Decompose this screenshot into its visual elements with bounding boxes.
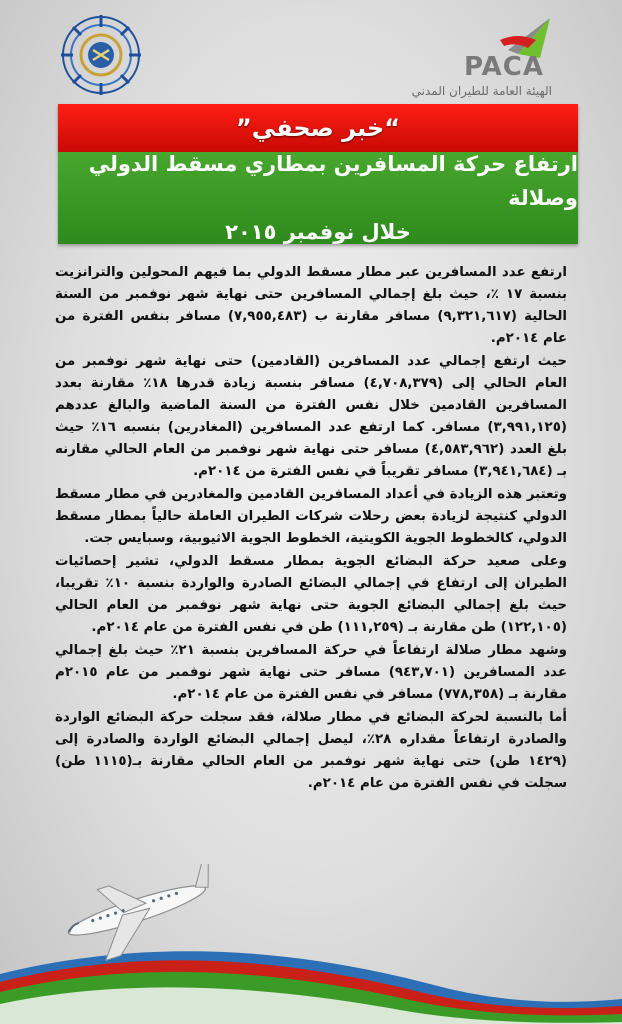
paca-subtitle: الهيئة العامة للطيران المدني: [411, 84, 552, 98]
paragraph: وعلى صعيد حركة البضائع الجوية بمطار مسقط الدولي، تشير إحصائيات الطيران إلى ارتفاع في إجمالي البضائع الصادرة والواردة بنسبة ١٠٪ تقريبا، حيث بلغ إجمالي البضائع الجوية حتى نهاية شهر نوفمبر من العام الحالي (١٢٢,١٠٥) طن مقارنة بـ (١١١,٢٥٩) طن في نفس الفترة من عام ٢٠١٤م.: [55, 554, 567, 635]
article-body: [55, 262, 567, 796]
paragraph: أما بالنسبة لحركة البضائع في مطار صلالة، فقد سجلت حركة البضائع الواردة والصادرة ارتفاعاً مقداره ٢٨٪، ليصل إجمالي البضائع الواردة والصادرة إلى (١٤٢٩ طن) حتى نهاية شهر نوفمبر من العام الحالي مقارنة بـ(١١١٥ طن) سجلت في نفس الفترة من عام ٢٠١٤م.: [55, 710, 567, 791]
press-release-banner: [58, 104, 578, 152]
paragraph: وشهد مطار صلالة ارتفاعاً في حركة المسافرين بنسبة ٢١٪ حيث بلغ إجمالي عدد المسافرين (٩٤٣,٧٠١) مسافر حتى نهاية شهر نوفمبر من عام ٢٠١٥م مقارنة بـ (٧٧٨,٣٥٨) مسافر في نفس الفترة من عام ٢٠١٤م.: [55, 643, 567, 702]
paragraph: حيث ارتفع إجمالي عدد المسافرين (القادمين) حتى نهاية شهر نوفمبر من العام الحالي إلى (٤,٧٠٨,٣٧٩) مسافر بنسبة زيادة قدرها ١٨٪ مقارنة بعدد المسافرين القادمين خلال نفس الفترة من السنة الماضية والبالغ عددهم (٣,٩٩١,١٢٥) مسافر. كما ارتفع عدد المسافرين (المغادرين) بنسبه ١٦٪ حيث بلغ العدد (٤,٥٨٣,٩٦٢) مسافر حتى نهاية شهر نوفمبر من العام الحالي مقارنه بـ (٣,٩٤١,٦٨٤) مسافر تقريباً في نفس الفترة من ٢٠١٤م.: [55, 354, 567, 479]
press-release-label: “خبر صحفي”: [236, 114, 400, 142]
paragraph: ارتفع عدد المسافرين عبر مطار مسقط الدولي بما فيهم المحولين والترانزيت بنسبة ١٧ ٪، حيث بلغ إجمالي المسافرين حتى نهاية شهر نوفمبر من السنة الحالية (٩,٣٢١,٦١٧) مسافر مقارنة ب (٧,٩٥٥,٤٨٣) مسافر بنفس الفترة من عام ٢٠١٤م.: [55, 265, 567, 346]
headline-line-2: خلال نوفمبر ٢٠١٥: [225, 220, 411, 244]
headline-line-1: ارتفاع حركة المسافرين بمطاري مسقط الدولي وصلالة: [88, 152, 578, 210]
airplane-icon: [58, 864, 227, 969]
paca-brand-text: PACA: [464, 52, 544, 82]
headline-banner: [58, 152, 578, 244]
oman-emblem-icon: [58, 12, 144, 98]
header: [0, 0, 622, 100]
paragraph: وتعتبر هذه الزيادة في أعداد المسافرين القادمين والمغادرين في مطار مسقط الدولي كنتيجة لزيادة بعض رحلات شركات الطيران العاملة حالياً بمطار مسقط الدولي، كالخطوط الجوية الكويتية، الخطوط الجوية الاثيوبية، وسبايس جت.: [55, 487, 567, 546]
footer-decoration: [0, 864, 622, 1024]
